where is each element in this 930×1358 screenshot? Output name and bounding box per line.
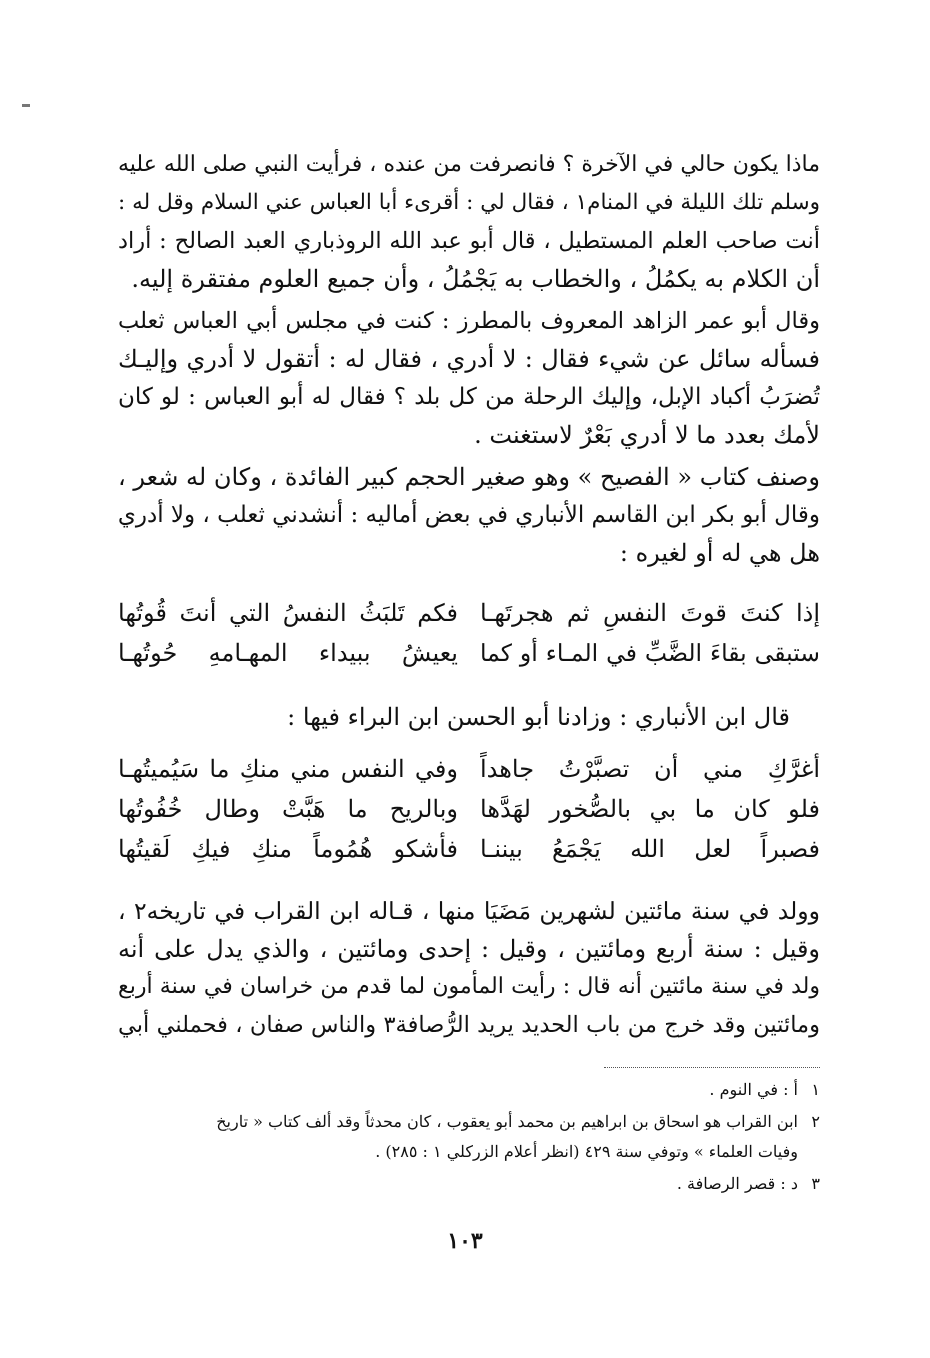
text-line: أن الكلام به يكمُلُ ، والخطاب به يَجْمُلُ ، وأن جميع العلوم مفتقرة إليه. <box>131 265 820 293</box>
poem-verse <box>118 830 820 868</box>
poem-intro <box>118 698 820 736</box>
text-line: هل هي له أو لغيره : <box>619 539 820 567</box>
footnote <box>118 1076 820 1104</box>
footnote <box>118 1170 820 1198</box>
verse-second-hemistich: وبالريح ما هَبَّتْ وطال خُفُوتُها <box>118 795 458 823</box>
poem-verse <box>118 594 820 632</box>
text-line: أنت صاحب العلم المستطيل ، قال أبو عبد الله الروذباري العبد الصالح : أراد <box>118 228 820 254</box>
footnote-divider <box>604 1067 820 1068</box>
poem-verse <box>118 750 820 788</box>
verse-first-hemistich: ستبقى بقاءَ الضَّبِّ في المـاء أو كما <box>480 639 820 667</box>
text-line: وسلم تلك الليلة في المنام١ ، فقال لي : أقرىء أبا العباس عني السلام وقل له : <box>118 190 820 215</box>
margin-mark <box>22 104 30 107</box>
text-line: لأمك بعدد ما لا أدري بَعْرٌ لاستغنت . <box>474 421 820 449</box>
text-line: وولد في سنة مائتين لشهرين مَضَيَا منها ، قـاله ابن القراب في تاريخه٢ ، <box>118 897 820 925</box>
footnote-text: أ : في النوم . <box>709 1080 798 1099</box>
footnote-text: وفيات العلماء » وتوفي سنة ٤٢٩ (انظر أعلام الزركلي ١ : ٢٨٥) . <box>375 1142 798 1161</box>
text-line: وقال أبو بكر ابن القاسم الأنباري في بعض أماليه : أنشدني ثعلب ، ولا أدري <box>118 502 820 528</box>
verse-second-hemistich: يعيشُ ببيداء المهـامهِ حُوتُهـا <box>118 639 458 667</box>
text-line: ولد في سنة مائتين أنه قال : رأيت المأمون لما قدم من خراسان في سنة أربع <box>118 974 820 999</box>
text-line: ماذا يكون حالي في الآخرة ؟ فانصرفت من عنده ، فرأيت النبي صلى الله عليه <box>118 152 820 177</box>
verse-first-hemistich: فلو كان ما بي بالصُّخور لهَدَّها <box>480 795 820 823</box>
text-line: تُضرَبُ أكباد الإبل، وإليك الرحلة من كل بلد ؟ فقال له أبو العباس : لو كان <box>118 384 820 410</box>
paragraph-4 <box>118 892 820 1044</box>
footnote-number: ٣ <box>811 1174 820 1193</box>
poem-verse <box>118 790 820 828</box>
verse-second-hemistich: وفي النفس مني منكِ ما سَيُميتُهـا <box>118 755 458 783</box>
text-line: ومائتين وقد خرج من باب الحديد يريد الرُّصافة٣ والناس صفان ، فحملني أبي <box>118 1012 820 1038</box>
footnote <box>118 1108 820 1136</box>
footnote-number: ٢ <box>811 1112 820 1131</box>
verse-first-hemistich: إذا كنتَ قوتَ النفسِ ثم هجرتَهـا <box>480 599 820 627</box>
text-line: فسأله سائل عن شيء فقال : لا أدري ، فقال له : أتقول لا أدري وإليـك <box>118 345 820 373</box>
paragraph-2 <box>118 302 820 454</box>
verse-second-hemistich: فأشكو هُمُوماً منكِ فيكِ لَقيتُها <box>118 835 458 863</box>
poem-verse <box>118 634 820 672</box>
footnote-text: د : قصر الرصافة . <box>676 1174 798 1193</box>
text-line: قال ابن الأنباري : وزادنا أبو الحسن ابن البراء فيها : <box>287 703 790 731</box>
verse-first-hemistich: فصبراً لعل الله يَجْمَعُ بيننـا <box>480 835 820 863</box>
paragraph-3 <box>118 458 820 572</box>
footnote-number: ١ <box>811 1080 820 1099</box>
verse-second-hemistich: فكم تَلبَثُ النفسُ التي أنتَ قُوتُها <box>118 599 458 627</box>
paragraph-1 <box>118 146 820 298</box>
text-line: وقيل : سنة أربع ومائتين ، وقيل : إحدى ومائتين ، والذي يدل على أنه <box>118 935 820 963</box>
verse-first-hemistich: أغرَّكِ مني أن تصبَّرْتُ جاهداً <box>480 755 820 783</box>
page-number: ١٠٣ <box>447 1228 483 1254</box>
footnote <box>118 1138 820 1166</box>
text-line: وقال أبو عمر الزاهد المعروف بالمطرز : كنت في مجلس أبي العباس ثعلب <box>118 308 820 334</box>
footnote-text: ابن القراب هو اسحاق بن ابراهيم بن محمد أبو يعقوب ، كان محدثاً وقد ألف كتاب « تاريخ <box>216 1112 798 1131</box>
text-line: وصنف كتاب « الفصيح » وهو صغير الحجم كبير الفائدة ، وكان له شعر ، <box>118 463 820 491</box>
